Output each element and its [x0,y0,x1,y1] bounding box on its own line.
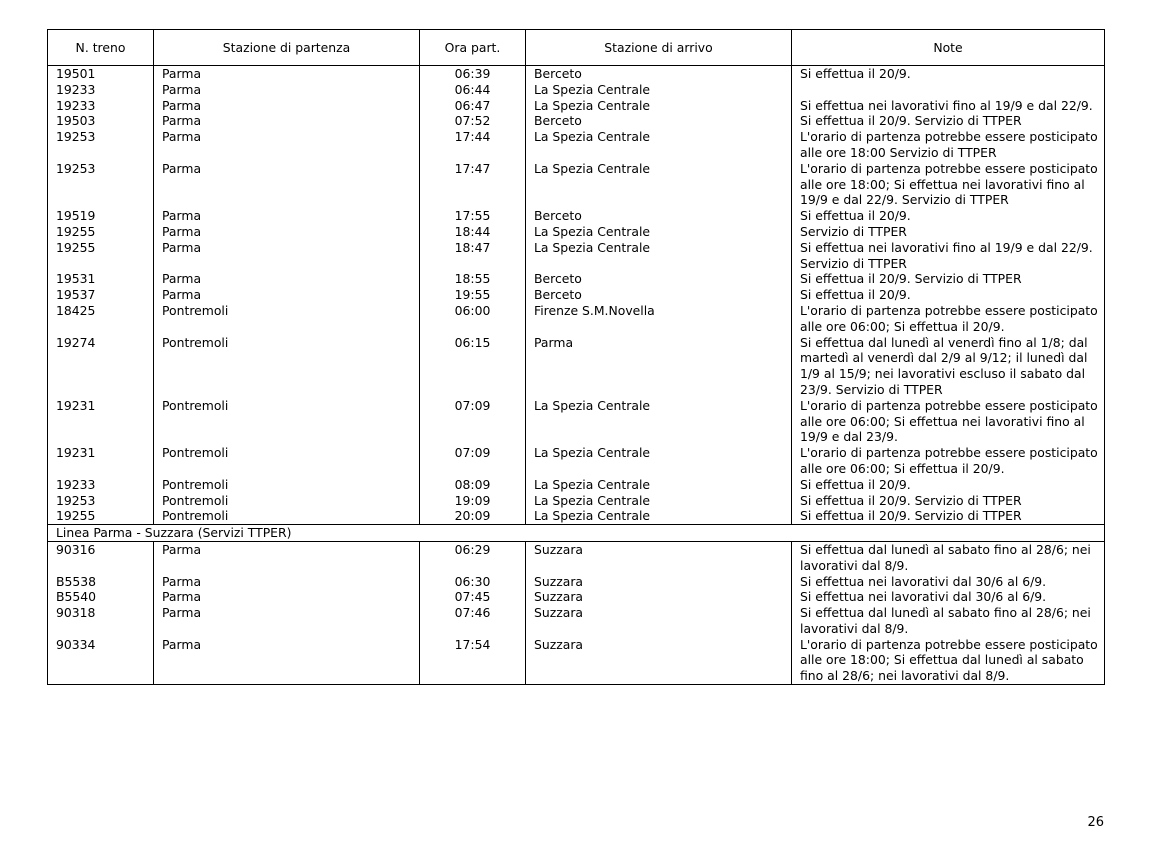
note: Si effettua dal lunedì al sabato fino al 28/6; nei lavorativi dal 8/9. [792,605,1105,637]
departure-station: Pontremoli [154,303,420,335]
note: Si effettua il 20/9. [792,287,1105,303]
arrival-station: La Spezia Centrale [526,398,792,445]
departure-station: Parma [154,589,420,605]
train-number: 90316 [48,541,154,573]
arrival-station: La Spezia Centrale [526,508,792,524]
departure-station: Parma [154,161,420,208]
table-row [48,335,1105,398]
note: L'orario di partenza potrebbe essere posticipato alle ore 18:00 Servizio di TTPER [792,129,1105,161]
table-row [48,113,1105,129]
departure-time: 06:00 [420,303,526,335]
note: L'orario di partenza potrebbe essere posticipato alle ore 06:00; Si effettua il 20/9. [792,445,1105,477]
train-number: 19253 [48,129,154,161]
table-row [48,224,1105,240]
train-number: 19274 [48,335,154,398]
train-number: 19537 [48,287,154,303]
departure-time: 07:45 [420,589,526,605]
table-row [48,303,1105,335]
train-number: 19531 [48,271,154,287]
departure-time: 06:39 [420,66,526,82]
table-row [48,129,1105,161]
train-number: 19253 [48,493,154,509]
header-notes: Note [792,30,1105,66]
arrival-station: Suzzara [526,589,792,605]
arrival-station: La Spezia Centrale [526,477,792,493]
departure-station: Parma [154,82,420,98]
table-row [48,589,1105,605]
departure-time: 17:47 [420,161,526,208]
departure-time: 17:54 [420,637,526,685]
header-departure-station: Stazione di partenza [154,30,420,66]
arrival-station: Berceto [526,208,792,224]
train-number: 19255 [48,240,154,272]
note: Si effettua il 20/9. [792,477,1105,493]
departure-time: 07:52 [420,113,526,129]
arrival-station: Berceto [526,113,792,129]
section-header-row [48,525,1105,542]
departure-station: Parma [154,66,420,82]
departure-time: 07:09 [420,445,526,477]
arrival-station: La Spezia Centrale [526,129,792,161]
header-arrival-station: Stazione di arrivo [526,30,792,66]
arrival-station: La Spezia Centrale [526,493,792,509]
departure-time: 18:47 [420,240,526,272]
departure-station: Parma [154,208,420,224]
timetable [47,29,1105,685]
table-row [48,240,1105,272]
departure-station: Parma [154,129,420,161]
arrival-station: La Spezia Centrale [526,224,792,240]
train-number: 19233 [48,477,154,493]
arrival-station: Firenze S.M.Novella [526,303,792,335]
train-number: 19519 [48,208,154,224]
table-row [48,208,1105,224]
departure-time: 19:09 [420,493,526,509]
note: Si effettua il 20/9. Servizio di TTPER [792,113,1105,129]
departure-station: Parma [154,637,420,685]
table-row [48,493,1105,509]
departure-time: 17:55 [420,208,526,224]
table-row [48,445,1105,477]
train-number: B5540 [48,589,154,605]
note: Si effettua il 20/9. [792,208,1105,224]
note: Si effettua nei lavorativi dal 30/6 al 6/9. [792,589,1105,605]
page-number: 26 [1087,815,1104,830]
departure-station: Parma [154,113,420,129]
arrival-station: Berceto [526,66,792,82]
note: L'orario di partenza potrebbe essere posticipato alle ore 18:00; Si effettua nei lavorativi fino al 19/9 e dal 22/9. Servizio di TTPER [792,161,1105,208]
train-number: 19255 [48,508,154,524]
table-row [48,161,1105,208]
departure-time: 06:29 [420,541,526,573]
arrival-station: La Spezia Centrale [526,98,792,114]
table-row [48,287,1105,303]
departure-time: 06:15 [420,335,526,398]
note: L'orario di partenza potrebbe essere posticipato alle ore 06:00; Si effettua il 20/9. [792,303,1105,335]
departure-station: Pontremoli [154,398,420,445]
departure-time: 06:30 [420,574,526,590]
section-title: Linea Parma - Suzzara (Servizi TTPER) [48,525,1105,542]
train-number: 19231 [48,398,154,445]
note: Si effettua il 20/9. Servizio di TTPER [792,271,1105,287]
note: Si effettua nei lavorativi fino al 19/9 e dal 22/9. Servizio di TTPER [792,240,1105,272]
train-number: 19255 [48,224,154,240]
departure-time: 17:44 [420,129,526,161]
departure-station: Pontremoli [154,477,420,493]
train-number: 19501 [48,66,154,82]
arrival-station: Suzzara [526,605,792,637]
table-row [48,66,1105,82]
header-train-number: N. treno [48,30,154,66]
departure-station: Parma [154,287,420,303]
note: Si effettua il 20/9. Servizio di TTPER [792,508,1105,524]
departure-time: 19:55 [420,287,526,303]
departure-station: Parma [154,541,420,573]
arrival-station: La Spezia Centrale [526,240,792,272]
departure-station: Pontremoli [154,508,420,524]
note: L'orario di partenza potrebbe essere posticipato alle ore 06:00; Si effettua nei lavorativi fino al 19/9 e dal 23/9. [792,398,1105,445]
train-number: 19233 [48,98,154,114]
arrival-station: La Spezia Centrale [526,445,792,477]
departure-station: Pontremoli [154,335,420,398]
train-number: 18425 [48,303,154,335]
note: L'orario di partenza potrebbe essere posticipato alle ore 18:00; Si effettua dal lunedì al sabato fino al 28/6; nei lavorativi dal 8/9. [792,637,1105,685]
departure-time: 20:09 [420,508,526,524]
train-number: 19233 [48,82,154,98]
note: Si effettua nei lavorativi fino al 19/9 e dal 22/9. [792,98,1105,114]
departure-station: Parma [154,98,420,114]
table-row [48,541,1105,573]
arrival-station: Suzzara [526,541,792,573]
table-row [48,98,1105,114]
arrival-station: Suzzara [526,637,792,685]
arrival-station: Berceto [526,287,792,303]
departure-station: Parma [154,240,420,272]
train-number: 90318 [48,605,154,637]
arrival-station: La Spezia Centrale [526,82,792,98]
departure-station: Parma [154,574,420,590]
departure-station: Parma [154,271,420,287]
train-number: 19503 [48,113,154,129]
train-number: 90334 [48,637,154,685]
table-row [48,82,1105,98]
departure-station: Parma [154,224,420,240]
departure-station: Parma [154,605,420,637]
departure-station: Pontremoli [154,445,420,477]
note: Si effettua nei lavorativi dal 30/6 al 6/9. [792,574,1105,590]
note: Si effettua il 20/9. Servizio di TTPER [792,493,1105,509]
table-row [48,508,1105,524]
note [792,82,1105,98]
table-row [48,398,1105,445]
departure-time: 06:47 [420,98,526,114]
table-row [48,271,1105,287]
table-row [48,605,1105,637]
arrival-station: Suzzara [526,574,792,590]
note: Si effettua dal lunedì al venerdì fino al 1/8; dal martedì al venerdì dal 2/9 al 9/12; il lunedì dal 1/9 al 15/9; nei lavorativi escluso il sabato dal 23/9. Servizio di TTPER [792,335,1105,398]
note: Si effettua il 20/9. [792,66,1105,82]
arrival-station: Parma [526,335,792,398]
departure-time: 08:09 [420,477,526,493]
arrival-station: Berceto [526,271,792,287]
departure-time: 07:09 [420,398,526,445]
note: Servizio di TTPER [792,224,1105,240]
arrival-station: La Spezia Centrale [526,161,792,208]
train-number: 19253 [48,161,154,208]
table-row [48,637,1105,685]
header-departure-time: Ora part. [420,30,526,66]
departure-station: Pontremoli [154,493,420,509]
departure-time: 07:46 [420,605,526,637]
departure-time: 06:44 [420,82,526,98]
train-number: B5538 [48,574,154,590]
header-row [48,30,1105,66]
table-row [48,574,1105,590]
train-number: 19231 [48,445,154,477]
table-row [48,477,1105,493]
note: Si effettua dal lunedì al sabato fino al 28/6; nei lavorativi dal 8/9. [792,541,1105,573]
departure-time: 18:55 [420,271,526,287]
departure-time: 18:44 [420,224,526,240]
